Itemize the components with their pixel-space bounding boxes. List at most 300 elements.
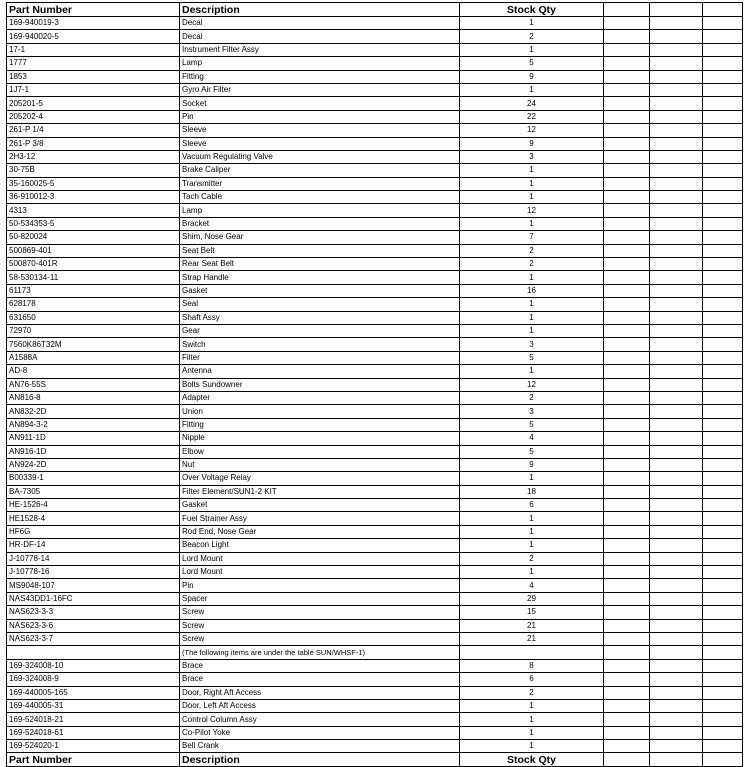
description-cell: Union: [180, 405, 460, 418]
stock-qty-cell: 2: [460, 244, 604, 257]
table-row: [7, 177, 743, 190]
empty-cell: [703, 432, 743, 445]
empty-cell: [650, 485, 703, 498]
description-cell: Sleeve: [180, 137, 460, 150]
description-cell: Socket: [180, 97, 460, 110]
stock-qty-cell: 12: [460, 378, 604, 391]
stock-qty-cell: 1: [460, 525, 604, 538]
empty-cell: [703, 592, 743, 605]
description-cell: Gyro Air Filter: [180, 83, 460, 96]
description-cell: Lamp: [180, 204, 460, 217]
table-row: [7, 512, 743, 525]
table-row: [7, 391, 743, 404]
stock-qty-cell: [460, 646, 604, 659]
description-cell: Over Voltage Relay: [180, 472, 460, 485]
empty-cell: [650, 271, 703, 284]
part-number-cell: 1777: [7, 57, 180, 70]
table-row: [7, 271, 743, 284]
empty-cell: [604, 338, 650, 351]
description-cell: Fitting: [180, 70, 460, 83]
description-cell: Brace: [180, 673, 460, 686]
empty-cell: [650, 338, 703, 351]
part-number-cell: AN916-1D: [7, 445, 180, 458]
description-cell: Seat Belt: [180, 244, 460, 257]
part-number-cell: 500869-401: [7, 244, 180, 257]
empty-cell: [703, 177, 743, 190]
stock-qty-cell: 1: [460, 726, 604, 739]
empty-cell: [604, 284, 650, 297]
empty-cell: [650, 231, 703, 244]
empty-cell: [703, 391, 743, 404]
empty-cell: [650, 552, 703, 565]
empty-cell: [650, 405, 703, 418]
part-number-cell: 50-534353-5: [7, 217, 180, 230]
stock-qty-cell: 21: [460, 632, 604, 645]
stock-qty-header: Stock Qty: [460, 753, 604, 767]
empty-cell: [604, 579, 650, 592]
table-row: [7, 284, 743, 297]
empty-cell: [650, 525, 703, 538]
part-number-cell: 628178: [7, 298, 180, 311]
empty-cell: [650, 43, 703, 56]
empty-cell: [604, 271, 650, 284]
stock-qty-cell: 8: [460, 659, 604, 672]
empty-cell: [604, 458, 650, 471]
table-row: [7, 83, 743, 96]
empty-cell: [650, 97, 703, 110]
description-cell: Rod End, Nose Gear: [180, 525, 460, 538]
description-cell: Rear Seat Belt: [180, 258, 460, 271]
description-cell: Decal: [180, 30, 460, 43]
empty-cell: [604, 391, 650, 404]
empty-cell: [650, 699, 703, 712]
empty-cell: [604, 713, 650, 726]
empty-cell: [604, 472, 650, 485]
empty-cell: [604, 258, 650, 271]
empty-cell: [703, 606, 743, 619]
table-row: [7, 539, 743, 552]
empty-cell: [703, 284, 743, 297]
empty-cell: [604, 83, 650, 96]
table-row: [7, 740, 743, 753]
part-number-cell: B00339-1: [7, 472, 180, 485]
table-row: [7, 338, 743, 351]
part-number-cell: 169-324008-10: [7, 659, 180, 672]
empty-cell: [703, 378, 743, 391]
stock-qty-cell: 1: [460, 472, 604, 485]
empty-cell: [650, 57, 703, 70]
table-row: [7, 324, 743, 337]
empty-cell: [703, 726, 743, 739]
stock-qty-cell: 4: [460, 579, 604, 592]
empty-cell: [604, 445, 650, 458]
description-cell: Fuel Strainer Assy: [180, 512, 460, 525]
part-number-cell: A1588A: [7, 351, 180, 364]
stock-qty-cell: 1: [460, 512, 604, 525]
description-cell: Gear: [180, 324, 460, 337]
empty-cell: [703, 713, 743, 726]
description-cell: Fitting: [180, 418, 460, 431]
stock-qty-cell: 1: [460, 83, 604, 96]
empty-cell: [703, 512, 743, 525]
part-number-cell: 169-524018-21: [7, 713, 180, 726]
empty-cell: [703, 351, 743, 364]
description-cell: Switch: [180, 338, 460, 351]
stock-qty-cell: 1: [460, 43, 604, 56]
part-number-cell: HR-DF-14: [7, 539, 180, 552]
part-number-cell: 205201-5: [7, 97, 180, 110]
part-number-cell: 4313: [7, 204, 180, 217]
part-number-cell: 36-910012-3: [7, 191, 180, 204]
empty-cell: [703, 231, 743, 244]
empty-cell: [650, 298, 703, 311]
stock-qty-cell: 1: [460, 539, 604, 552]
stock-qty-cell: 6: [460, 673, 604, 686]
part-number-cell: 169-524018-61: [7, 726, 180, 739]
empty-cell: [604, 485, 650, 498]
stock-qty-cell: 9: [460, 458, 604, 471]
table-row: [7, 365, 743, 378]
empty-cell: [703, 619, 743, 632]
empty-cell: [604, 646, 650, 659]
table-note-row: [7, 646, 743, 659]
empty-cell: [650, 632, 703, 645]
part-number-cell: NAS623-3-6: [7, 619, 180, 632]
empty-cell: [650, 458, 703, 471]
empty-cell: [604, 150, 650, 163]
table-row: [7, 298, 743, 311]
empty-cell: [703, 17, 743, 30]
empty-cell: [604, 124, 650, 137]
empty-cell: [650, 365, 703, 378]
part-number-cell: J-10778-16: [7, 566, 180, 579]
empty-cell: [650, 150, 703, 163]
description-cell: Shim, Nose Gear: [180, 231, 460, 244]
stock-qty-cell: 1: [460, 271, 604, 284]
empty-cell: [650, 592, 703, 605]
part-number-cell: 169-524020-1: [7, 740, 180, 753]
empty-cell: [604, 378, 650, 391]
description-cell: Lord Mount: [180, 566, 460, 579]
part-number-cell: HE1528-4: [7, 512, 180, 525]
empty-cell: [650, 579, 703, 592]
table-row: [7, 57, 743, 70]
empty-cell: [703, 485, 743, 498]
empty-cell: [703, 97, 743, 110]
table-row: [7, 659, 743, 672]
table-row: [7, 592, 743, 605]
empty-cell: [604, 566, 650, 579]
part-number-cell: HE-1526-4: [7, 499, 180, 512]
empty-cell: [604, 231, 650, 244]
empty-cell: [604, 740, 650, 753]
table-row: [7, 110, 743, 123]
part-number-cell: AN76-55S: [7, 378, 180, 391]
empty-cell: [650, 740, 703, 753]
empty-cell: [703, 659, 743, 672]
empty-cell: [650, 191, 703, 204]
table-row: [7, 17, 743, 30]
empty-cell: [650, 418, 703, 431]
stock-qty-cell: 3: [460, 405, 604, 418]
empty-cell: [650, 17, 703, 30]
empty-cell: [604, 110, 650, 123]
part-number-cell: AN894-3-2: [7, 418, 180, 431]
empty-cell: [650, 499, 703, 512]
empty-cell: [703, 472, 743, 485]
stock-qty-cell: 3: [460, 150, 604, 163]
stock-qty-cell: 6: [460, 499, 604, 512]
part-number-cell: 500870-401R: [7, 258, 180, 271]
table-row: [7, 418, 743, 431]
part-number-cell: HF6G: [7, 525, 180, 538]
empty-cell: [703, 258, 743, 271]
empty-cell: [604, 137, 650, 150]
table-row: [7, 445, 743, 458]
table-row: [7, 405, 743, 418]
stock-qty-cell: 1: [460, 311, 604, 324]
stock-qty-cell: 1: [460, 713, 604, 726]
empty-cell: [650, 258, 703, 271]
table-row: [7, 606, 743, 619]
stock-qty-cell: 22: [460, 110, 604, 123]
part-number-cell: NAS623-3-7: [7, 632, 180, 645]
empty-cell: [650, 284, 703, 297]
stock-qty-header: Stock Qty: [460, 3, 604, 17]
empty-cell: [604, 525, 650, 538]
empty-cell: [703, 673, 743, 686]
empty-cell: [650, 539, 703, 552]
part-number-cell: J-10778-14: [7, 552, 180, 565]
empty-cell: [604, 592, 650, 605]
empty-cell: [650, 512, 703, 525]
part-number-cell: 169-940019-3: [7, 17, 180, 30]
empty-cell: [604, 552, 650, 565]
stock-qty-cell: 5: [460, 57, 604, 70]
empty-cell: [703, 137, 743, 150]
part-number-cell: 631650: [7, 311, 180, 324]
stock-qty-cell: 3: [460, 338, 604, 351]
description-cell: Filter: [180, 351, 460, 364]
description-cell: (The following items are under the table SUN/WHSF-1): [180, 646, 460, 659]
description-cell: Door, Right Aft Access: [180, 686, 460, 699]
description-cell: Seal: [180, 298, 460, 311]
part-number-cell: 2H3-12: [7, 150, 180, 163]
empty-cell: [650, 445, 703, 458]
table-row: [7, 525, 743, 538]
description-cell: Adapter: [180, 391, 460, 404]
stock-qty-cell: 1: [460, 164, 604, 177]
empty-cell: [604, 177, 650, 190]
empty-cell: [604, 30, 650, 43]
part-number-cell: AN832-2D: [7, 405, 180, 418]
part-number-cell: MS9048-107: [7, 579, 180, 592]
description-cell: Bracket: [180, 217, 460, 230]
table-row: [7, 351, 743, 364]
empty-cell: [703, 30, 743, 43]
description-cell: Filter Element/SUN1-2 KIT: [180, 485, 460, 498]
empty-cell: [703, 43, 743, 56]
empty-cell: [703, 552, 743, 565]
empty-cell: [604, 217, 650, 230]
part-number-cell: 261-P 1/4: [7, 124, 180, 137]
stock-qty-cell: 1: [460, 566, 604, 579]
empty-cell: [650, 83, 703, 96]
empty-cell: [703, 217, 743, 230]
empty-cell: [703, 244, 743, 257]
part-number-cell: 1J7-1: [7, 83, 180, 96]
stock-qty-cell: 12: [460, 204, 604, 217]
description-cell: Antenna: [180, 365, 460, 378]
part-number-cell: 169-324008-9: [7, 673, 180, 686]
empty-cell: [604, 43, 650, 56]
empty-cell: [650, 566, 703, 579]
parts-table: [6, 2, 743, 767]
description-header: Description: [180, 3, 460, 17]
part-number-cell: 1853: [7, 70, 180, 83]
stock-qty-cell: 1: [460, 177, 604, 190]
stock-qty-cell: 2: [460, 552, 604, 565]
description-cell: Spacer: [180, 592, 460, 605]
table-row: [7, 499, 743, 512]
empty-cell: [650, 177, 703, 190]
description-cell: Beacon Light: [180, 539, 460, 552]
empty-cell: [604, 365, 650, 378]
table-row: [7, 231, 743, 244]
empty-cell: [703, 271, 743, 284]
empty-cell: [604, 324, 650, 337]
table-row: [7, 244, 743, 257]
description-cell: Vacuum Regulating Valve: [180, 150, 460, 163]
empty-cell: [703, 338, 743, 351]
description-cell: Shaft Assy: [180, 311, 460, 324]
stock-qty-cell: 24: [460, 97, 604, 110]
empty-cell: [703, 365, 743, 378]
empty-cell: [650, 324, 703, 337]
description-cell: Nipple: [180, 432, 460, 445]
empty-cell: [604, 499, 650, 512]
stock-qty-cell: 7: [460, 231, 604, 244]
header-row: [7, 3, 743, 17]
table-row: [7, 97, 743, 110]
part-number-header: Part Number: [7, 753, 180, 767]
stock-qty-cell: 15: [460, 606, 604, 619]
part-number-cell: [7, 646, 180, 659]
stock-qty-cell: 1: [460, 324, 604, 337]
part-number-cell: 17-1: [7, 43, 180, 56]
empty-cell: [703, 418, 743, 431]
stock-qty-cell: 9: [460, 137, 604, 150]
description-cell: Co-Pilot Yoke: [180, 726, 460, 739]
empty-cell: [604, 97, 650, 110]
parts-inventory-sheet: [6, 2, 742, 767]
empty-cell: [650, 351, 703, 364]
empty-header-cell: [604, 3, 650, 17]
part-number-cell: 169-940020-5: [7, 30, 180, 43]
description-cell: Decal: [180, 17, 460, 30]
empty-cell: [650, 110, 703, 123]
description-cell: Screw: [180, 619, 460, 632]
description-header: Description: [180, 753, 460, 767]
table-row: [7, 432, 743, 445]
stock-qty-cell: 29: [460, 592, 604, 605]
part-number-cell: 50-820024: [7, 231, 180, 244]
empty-cell: [604, 512, 650, 525]
empty-cell: [604, 164, 650, 177]
empty-cell: [650, 311, 703, 324]
description-cell: Screw: [180, 606, 460, 619]
description-cell: Brace: [180, 659, 460, 672]
empty-cell: [703, 539, 743, 552]
empty-cell: [703, 405, 743, 418]
empty-cell: [650, 606, 703, 619]
empty-cell: [650, 673, 703, 686]
empty-cell: [650, 217, 703, 230]
description-cell: Instrument Filter Assy: [180, 43, 460, 56]
empty-cell: [650, 164, 703, 177]
empty-cell: [703, 458, 743, 471]
description-cell: Bell Crank: [180, 740, 460, 753]
description-cell: Elbow: [180, 445, 460, 458]
description-cell: Door, Left Aft Access: [180, 699, 460, 712]
empty-cell: [703, 632, 743, 645]
table-row: [7, 191, 743, 204]
empty-cell: [604, 191, 650, 204]
part-number-cell: BA-7305: [7, 485, 180, 498]
table-row: [7, 726, 743, 739]
table-row: [7, 164, 743, 177]
part-number-cell: AN911-1D: [7, 432, 180, 445]
stock-qty-cell: 5: [460, 445, 604, 458]
description-cell: Tach Cable: [180, 191, 460, 204]
description-cell: Lord Mount: [180, 552, 460, 565]
empty-cell: [604, 726, 650, 739]
empty-cell: [703, 579, 743, 592]
stock-qty-cell: 2: [460, 686, 604, 699]
empty-cell: [604, 17, 650, 30]
part-number-header: Part Number: [7, 3, 180, 17]
empty-cell: [703, 70, 743, 83]
empty-cell: [604, 405, 650, 418]
empty-cell: [604, 539, 650, 552]
table-row: [7, 378, 743, 391]
empty-cell: [650, 472, 703, 485]
table-row: [7, 70, 743, 83]
empty-cell: [703, 445, 743, 458]
description-cell: Sleeve: [180, 124, 460, 137]
empty-cell: [703, 686, 743, 699]
empty-cell: [604, 418, 650, 431]
description-cell: Gasket: [180, 284, 460, 297]
empty-cell: [703, 646, 743, 659]
description-cell: Nut: [180, 458, 460, 471]
part-number-cell: NAS43DD1-16FC: [7, 592, 180, 605]
table-row: [7, 458, 743, 471]
empty-cell: [650, 646, 703, 659]
description-cell: Bolts Sundowner: [180, 378, 460, 391]
part-number-cell: 205202-4: [7, 110, 180, 123]
part-number-cell: 7560K86T32M: [7, 338, 180, 351]
stock-qty-cell: 12: [460, 124, 604, 137]
empty-cell: [650, 686, 703, 699]
table-row: [7, 713, 743, 726]
empty-cell: [604, 311, 650, 324]
table-row: [7, 137, 743, 150]
empty-cell: [604, 606, 650, 619]
part-number-cell: 169-440005-165: [7, 686, 180, 699]
empty-cell: [604, 70, 650, 83]
empty-cell: [650, 432, 703, 445]
